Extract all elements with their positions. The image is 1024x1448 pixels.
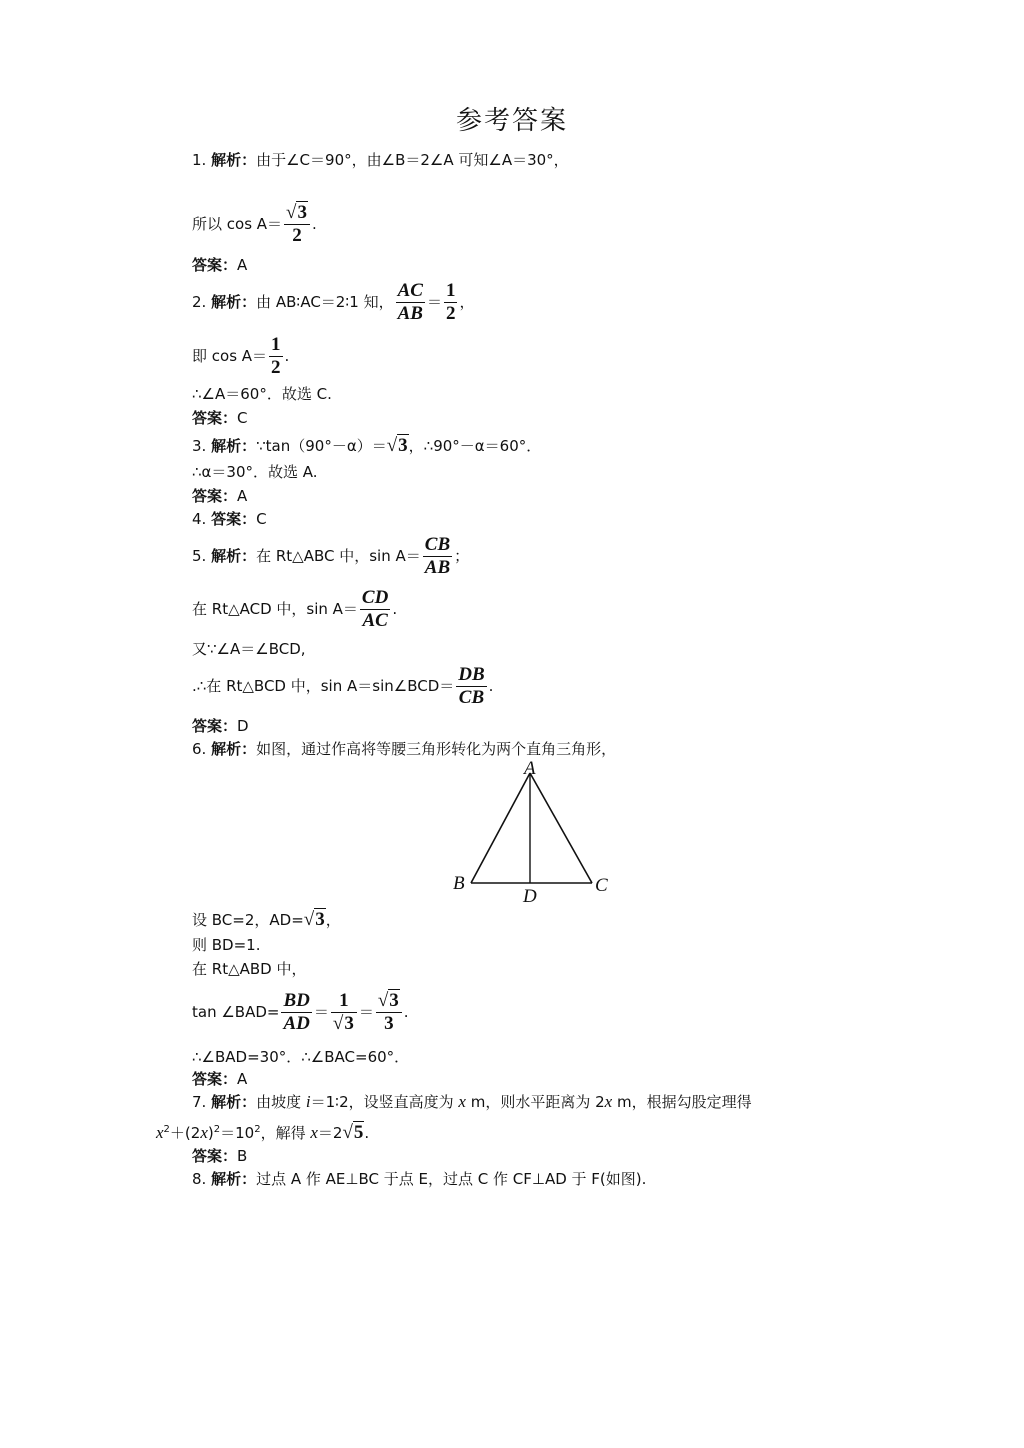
q2-line1: 2. 解析：由 AB∶AC＝2∶1 知， $\frac{AC}{AB}$ ＝ $\frac{1}{2}$ ， — [192, 280, 475, 324]
q6-fraction-root3-3: $\frac{√3}{3}$ — [376, 990, 402, 1035]
q6-fraction-one-root3: $\frac{1}{√3}$ — [331, 990, 357, 1035]
q2-answer: 答案：C — [192, 409, 248, 427]
q5-fraction-cb-ab: $\frac{CB}{AB}$ — [424, 534, 451, 578]
q8-line1: 8. 解析：过点 A 作 AE⊥BC 于点 E，过点 C 作 CF⊥AD 于 F(如图). — [192, 1170, 647, 1188]
q7-answer: 答案：B — [192, 1147, 248, 1165]
q3-answer: 答案：A — [192, 487, 248, 505]
q1-answer: 答案：A — [192, 256, 248, 274]
label-b: B — [453, 873, 465, 894]
q5-answer: 答案：D — [192, 717, 249, 735]
q2-fraction-ac-ab: $\frac{AC}{AB}$ — [397, 280, 423, 324]
q1-line1: 1. 解析：由于∠C＝90°，由∠B＝2∠A 可知∠A＝30°， — [192, 151, 569, 169]
q2-fraction-half: $\frac{1}{2}$ — [445, 280, 456, 324]
q6-line1: 6. 解析：如图，通过作高将等腰三角形转化为两个直角三角形， — [192, 740, 617, 758]
q6-fraction-bd-ad: $\frac{BD}{AD}$ — [283, 990, 310, 1034]
q6-line6: ∴∠BAD=30°．∴∠BAC=60°． — [192, 1048, 410, 1066]
q6-line3: 则 BD=1. — [192, 936, 261, 954]
label-d: D — [523, 886, 537, 907]
page-title: 参考答案 — [455, 106, 568, 136]
label-c: C — [595, 875, 608, 896]
q3-line2: ∴α＝30°．故选 A. — [192, 463, 318, 481]
q7-sqrt: √5 — [342, 1122, 364, 1143]
q6-answer: 答案：A — [192, 1070, 248, 1088]
q6-line5: tan ∠BAD= $\frac{BD}{AD}$ ＝ $\frac{1}{√3}$ ＝ $\frac{√3}{3}$ . — [192, 990, 409, 1034]
q5-fraction-db-cb: $\frac{DB}{CB}$ — [458, 664, 485, 708]
q2-fraction-cos: $\frac{1}{2}$ — [271, 334, 281, 378]
q6-sqrt: √3 — [303, 909, 325, 930]
q5-line1: 5. 解析：在 Rt△ABC 中，sin A＝ $\frac{CB}{AB}$ ； — [192, 534, 470, 578]
label-a: A — [524, 758, 536, 779]
q4-line: 4. 答案：C — [192, 510, 267, 528]
q5-line2: 在 Rt△ACD 中，sin A＝ $\frac{CD}{AC}$ . — [192, 587, 398, 631]
side-ab — [471, 773, 530, 883]
q1-line2: 所以 cos A＝ $\frac{√3}{2}$ . — [192, 202, 317, 246]
q2-line2: 即 cos A＝ $\frac{1}{2}$ . — [192, 334, 290, 378]
q5-fraction-cd-ac: $\frac{CD}{AC}$ — [361, 587, 389, 631]
q7-line1: 7. 解析：由坡度 i＝1∶2，设竖直高度为 x m，则水平距离为 2x m，根据勾股定理得 — [192, 1092, 752, 1111]
q3-sqrt: √3 — [386, 435, 408, 456]
side-ac — [530, 773, 592, 883]
q1-fraction: $\frac{√3}{2}$ — [284, 202, 310, 247]
q2-line3: ∴∠A＝60°．故选 C. — [192, 385, 332, 403]
isosceles-triangle-figure — [440, 755, 630, 910]
q5-line3: 又∵∠A＝∠BCD, — [192, 640, 306, 658]
q6-line2: 设 BC=2，AD=√3， — [192, 909, 341, 930]
q5-line4: .∴在 Rt△BCD 中，sin A＝sin∠BCD＝ $\frac{DB}{CB}$ . — [192, 664, 494, 708]
q7-line2: $x^2+(2x)^2=10^2$，解得 x＝2√5. — [156, 1122, 370, 1143]
q6-line4: 在 Rt△ABD 中， — [192, 960, 307, 978]
q3-line1: 3. 解析：∵tan（90°－α）＝√3，∴90°－α＝60°． — [192, 435, 542, 456]
